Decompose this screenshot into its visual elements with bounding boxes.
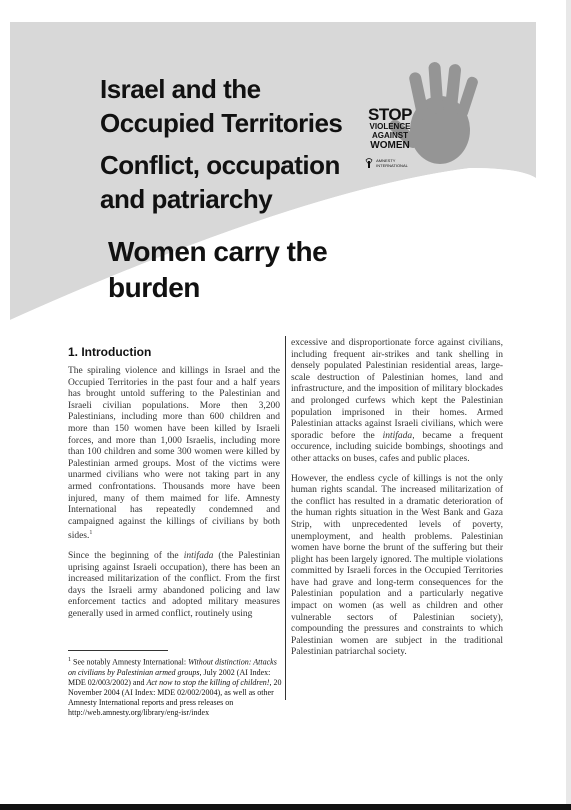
ai-line-1: AMNESTY bbox=[376, 158, 396, 163]
amnesty-logo bbox=[365, 158, 408, 168]
page-edge bbox=[566, 0, 571, 810]
tagline-line-2: burden bbox=[108, 272, 200, 303]
title-line-1: Israel and the bbox=[100, 74, 261, 104]
ai-line-2: INTERNATIONAL bbox=[376, 163, 408, 168]
tagline-line-1: Women carry the bbox=[108, 236, 328, 267]
paragraph bbox=[291, 474, 503, 660]
campaign-women: WOMEN bbox=[370, 140, 410, 151]
footnote-number: 1 bbox=[68, 657, 71, 663]
left-column bbox=[68, 366, 280, 629]
subtitle-line-1: Conflict, occupation bbox=[100, 150, 340, 180]
paragraph-text: (the Palestinian uprising against Israeli occupation), there has been an increased militarization of the conflict. From the first days the Israeli army abandoned policing and law enforcement tactics and adopted military measures generally used in armed conflict, routinely using bbox=[68, 551, 280, 620]
paragraph bbox=[68, 551, 280, 621]
section-heading: 1. Introduction bbox=[68, 345, 152, 359]
paragraph bbox=[68, 366, 280, 543]
paragraph bbox=[291, 338, 503, 466]
footnote-text: , July 2002 (AI Index: MDE 02/003/2002) and bbox=[68, 667, 271, 687]
subtitle-line-2: and patriarchy bbox=[100, 184, 273, 214]
campaign-stop: STOP bbox=[368, 105, 412, 124]
paragraph-text: However, the endless cycle of killings is not the only human rights scandal. The increased militarization of the conflict has resulted in a dramatic deterioration of the human rights situation in the West Bank and Gaza Strip, with unprecedented levels of poverty, unemployment, and health problems. Palestinian women have borne the brunt of the suffering but their plight has been largely ignored. The multiple violations committed by Israeli forces in the Occupied Territories have had grave and long-term consequences for the Palestinian population and a particularly negative impact on women (as well as children and other vulnerable sectors of Palestinian society), compounding the pressures and constraints to which Palestinian women are subject in the traditional Palestinian patriarchal society. bbox=[291, 473, 503, 658]
footnote-ref: 1 bbox=[89, 530, 93, 537]
column-divider bbox=[285, 336, 286, 700]
footnote-rule bbox=[68, 650, 168, 651]
footnote bbox=[68, 655, 282, 718]
footnote-text: See notably Amnesty International: bbox=[71, 657, 189, 667]
paragraph-text: The spiraling violence and killings in Israel and the Occupied Territories in the past four and a half years has brought untold suffering to the Palestinian and Israeli civilian populations. More then 3,200 Palestinians, including more than 600 children and more than 150 women have been killed by Israeli forces, and more than 1,000 Israelis, including more than 100 children and some 300 women were killed by Palestinian armed groups. Most of the victims were unarmed civilians who were not taking part in any armed confrontations. Thousands more have been injured, many of them maimed for life. Amnesty International has repeatedly condemned and campaigned against the killings of civilians by both sides. bbox=[68, 366, 280, 542]
bottom-border bbox=[0, 804, 571, 810]
paragraph-text: , became a frequent occurence, including suicide bombings, shootings and other attacks on buses, cafes and public places. bbox=[291, 430, 503, 464]
footnote-title: Without distinction: Attacks on civilians by Palestinian armed groups bbox=[68, 657, 277, 677]
paragraph-text: Since the beginning of the bbox=[68, 551, 184, 562]
footnote-text: , 20 November 2004 (AI Index: MDE 02/002/2004), as well as other Amnesty International reports and press releases on http://web.amnesty.org/library/eng-isr/index bbox=[68, 677, 282, 717]
title-line-2: Occupied Territories bbox=[100, 108, 343, 138]
campaign-against: AGAINST bbox=[372, 131, 408, 140]
italic-term: intifada bbox=[382, 430, 413, 441]
right-column bbox=[291, 338, 503, 667]
footnote-title: Act now to stop the killing of children! bbox=[146, 677, 270, 687]
campaign-violence: VIOLENCE bbox=[369, 122, 411, 131]
paragraph-text: excessive and disproportionate force against civilians, including frequent air-strikes and tank shelling in densely populated Palestinian residential areas, large-scale destruction of Palestinian homes, land and infrastructure, and the imposition of military blockades and prolonged curfews which kept the Palestinian population imprisoned in their homes. Armed Palestinian attacks against Israeli civilians, which were sporadic before the bbox=[291, 338, 503, 441]
candle-icon bbox=[365, 158, 373, 168]
italic-term: intifada bbox=[183, 551, 214, 562]
